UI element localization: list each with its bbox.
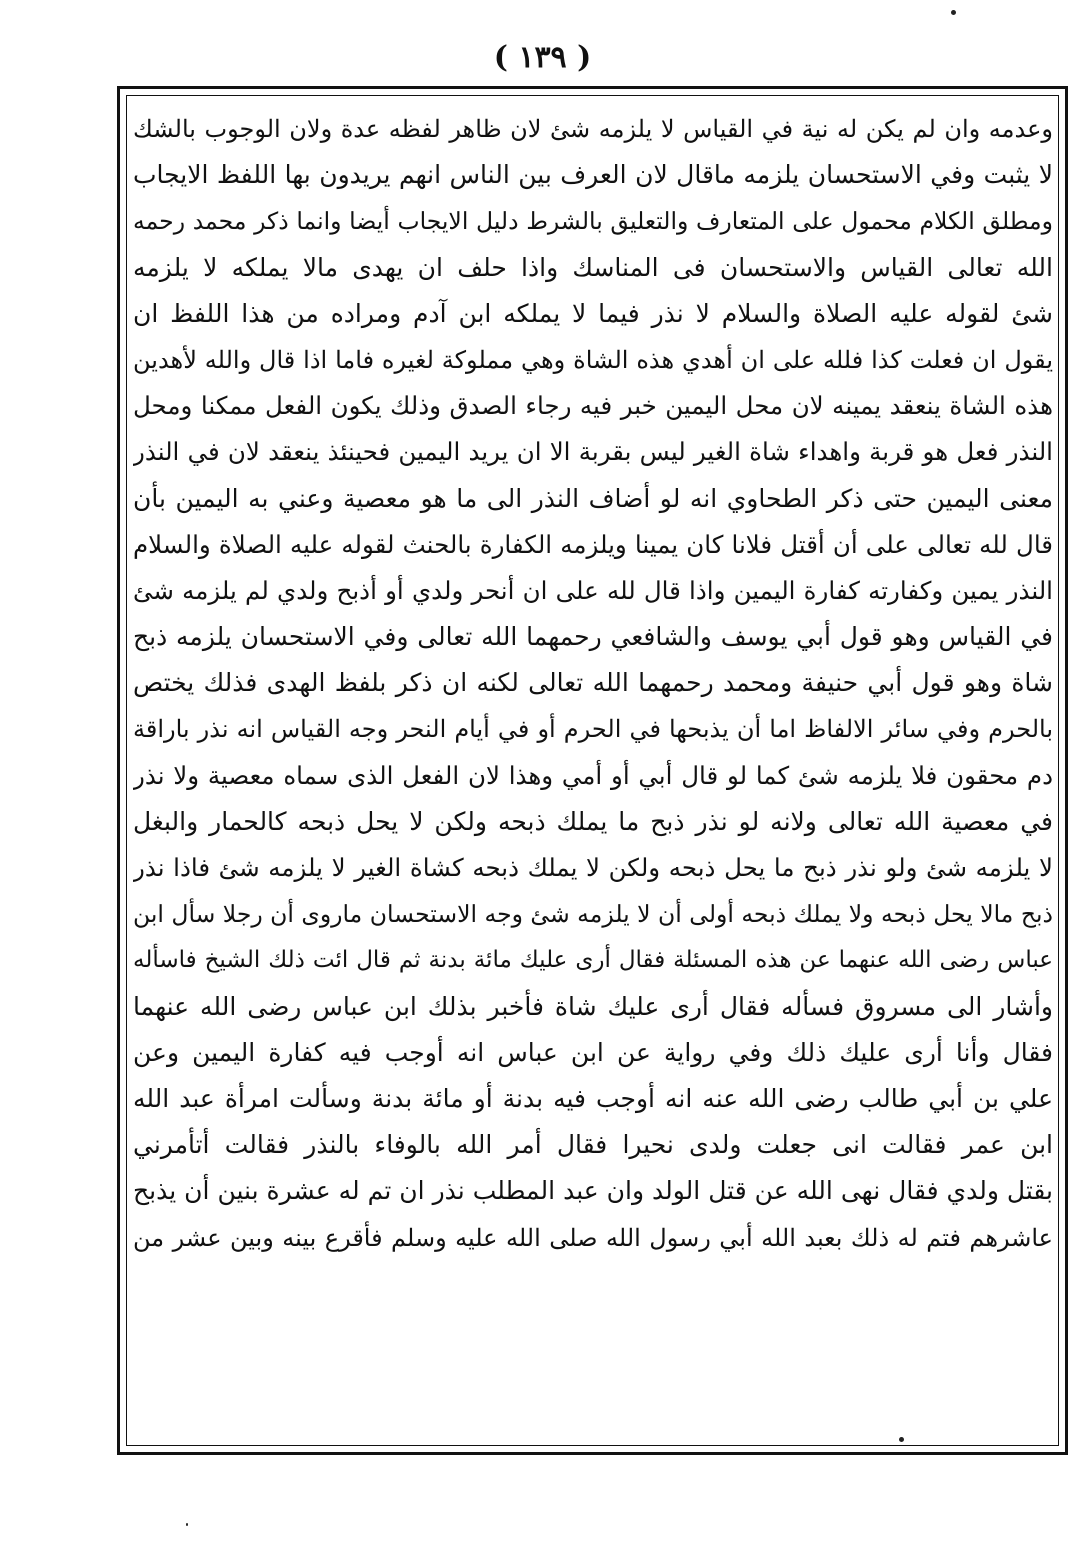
scan-speck [951,10,956,15]
text-line: وأشار الى مسروق فسأله فقال أرى عليك شاة فأخبر بذلك ابن عباس رضى الله عنهما [133,991,1053,1021]
text-line: الله تعالى القياس والاستحسان فى المناسك واذا حلف ان يهدى مالا يملكه لا يلزمه [133,252,1053,282]
text-line: هذه الشاة ينعقد يمينه لان محل اليمين خبر فيه رجاء الصدق وذلك يكون الفعل ممكنا ومحل [133,391,1053,421]
text-line: لا يثبت وفي الاستحسان يلزمه ماقال لان العرف بين الناس انهم يريدون بها اللفظ الايجاب [133,160,1053,190]
text-line: النذر فعل هو قربة واهداء شاة الغير ليس بقربة الا ان يريد اليمين فحينئذ ينعقد لان في النذر [133,437,1053,467]
text-line: شئ لقوله عليه الصلاة والسلام لا نذر فيما لا يملكه ابن آدم ومراده من هذا اللفظ ان [133,298,1053,328]
text-line: ابن عمر فقالت انى جعلت ولدى نحيرا فقال أمر الله بالوفاء بالنذر فقالت أتأمرني [133,1130,1053,1160]
text-line: لا يلزمه شئ ولو نذر ذبح ما يحل ذبحه ولكن لا يملك ذبحه كشاة الغير لا يلزمه شئ فاذا نذر [133,853,1053,882]
text-line: في معصية الله تعالى ولانه لو نذر ذبح ما يملك ذبحه ولكن لا يحل ذبحه كالحمار والبغل [133,806,1053,836]
text-body [133,106,1053,1446]
text-line: ومطلق الكلام محمول على المتعارف والتعليق بالشرط دليل الايجاب أيضا وانما ذكر محمد رحمه [133,207,1053,236]
text-line: بالحرم وفي سائر الالفاظ اما أن يذبحها في الحرم أو في أيام النحر وجه القياس انه نذر باراقة [133,715,1053,744]
text-line: النذر يمين وكفارته كفارة اليمين واذا قال لله على ان أنحر ولدي أو أذبح ولدي لم يلزمه شئ [133,575,1053,605]
text-line: يقول ان فعلت كذا فلله على ان أهدي هذه الشاة وهي مملوكة لغيره فاما اذا قال والله لأهدين [133,345,1053,374]
text-line: في القياس وهو قول أبي يوسف والشافعي رحمهما الله تعالى وفي الاستحسان يلزمه ذبح [133,622,1053,652]
text-line: وعدمه وان لم يكن له نية في القياس لا يلزمه شئ لان ظاهر لفظه عدة ولان الوجوب بالشك [133,115,1053,143]
text-line: معنى اليمين حتى ذكر الطحاوي انه لو أضاف النذر الى ما هو معصية وعني به اليمين بأن [133,483,1053,513]
scan-speck [186,1523,188,1526]
text-line: فقال وأنا أرى عليك ذلك وفي رواية عن ابن عباس انه أوجب فيه كفارة اليمين وعن [133,1037,1053,1067]
text-line: شاة وهو قول أبي حنيفة ومحمد رحمهما الله تعالى لكنه ان ذكر بلفظ الهدى فذلك يختص [133,668,1053,698]
page-number: ( ١٣٩ ) [493,40,592,75]
text-line: دم محقون فلا يلزمه شئ كما لو قال أبي أو أمي وهذا لان الفعل الذى سماه معصية ولا نذر [133,760,1053,790]
text-line: قال لله تعالى على أن أقتل فلانا كان يمينا ويلزمه الكفارة بالحنث لقوله عليه الصلاة والسلام [133,529,1053,559]
text-line: ذبح مالا يحل ذبحه ولا يملك ذبحه أولى أن لا يلزمه شئ وجه الاستحسان ماروى أن رجلا سأل ابن [133,900,1053,929]
text-line: عاشرهم فتم له ذلك بعبد الله أبي رسول الله صلى الله عليه وسلم فأقرع بينه وبين عشر من [133,1223,1053,1252]
text-line: عباس رضى الله عنهما عن هذه المسئلة فقال أرى عليك مائة بدنة ثم قال ائت ذلك الشيخ فاسأله [133,947,1053,974]
text-line: علي بن أبي طالب رضى الله عنه انه أوجب فيه بدنة أو مائة بدنة وسألت امرأة عبد الله [133,1083,1053,1113]
scan-speck [899,1437,904,1442]
text-line: بقتل ولدي فقال نهى الله عن قتل الولد وان عبد المطلب نذر ان تم له عشرة بنين أن يذبح [133,1176,1053,1206]
